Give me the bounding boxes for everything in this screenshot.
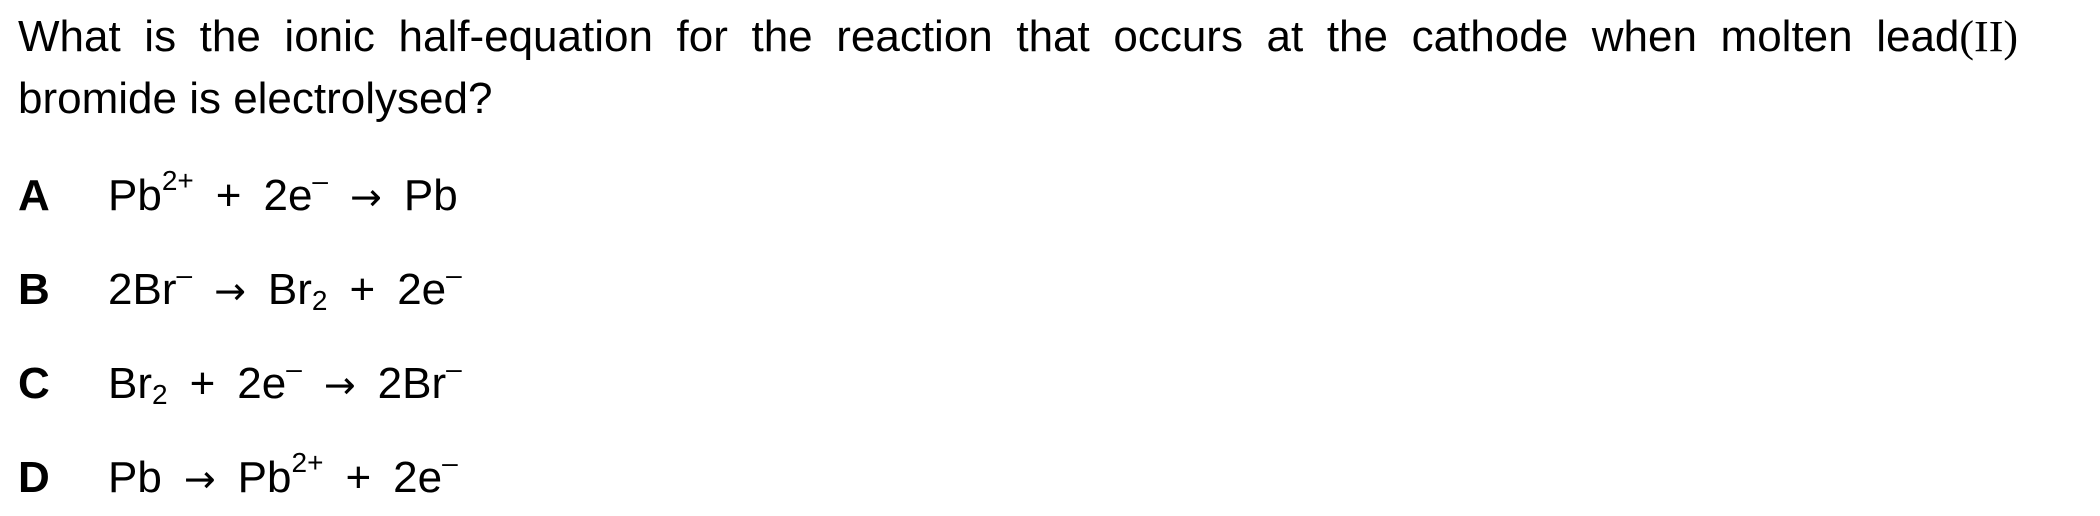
option-b-product-2-charge: – xyxy=(446,259,462,291)
option-b-equation xyxy=(108,259,462,316)
option-d-product-2: 2e xyxy=(393,453,443,502)
option-a-reactant-2: 2e xyxy=(263,171,313,220)
option-a-letter: A xyxy=(18,171,50,220)
option-b-product-2: 2e xyxy=(397,265,447,314)
option-d-equation xyxy=(108,447,458,502)
option-b-arrow-icon: → xyxy=(214,269,246,313)
option-a-reactant-1-charge: 2+ xyxy=(161,165,194,197)
option-c-arrow-icon: → xyxy=(323,363,356,407)
option-c-product-1: 2Br xyxy=(377,359,447,408)
option-a-reactant-2-charge: – xyxy=(312,165,328,197)
question-text-part1: What is the ionic half-equation for the reaction that occurs at the cathode when molten lead xyxy=(18,12,1960,61)
option-d-product-1: Pb xyxy=(237,453,292,502)
question-text-part2: bromide is electrolysed? xyxy=(18,74,493,123)
option-d-plus: + xyxy=(345,453,372,502)
option-b[interactable] xyxy=(18,260,462,320)
option-c-plus: + xyxy=(189,359,216,408)
option-c-product-1-charge: – xyxy=(446,353,462,385)
option-b-reactant-1-charge: – xyxy=(176,259,193,291)
option-c-reactant-1: Br xyxy=(108,359,152,408)
option-a[interactable] xyxy=(18,166,458,226)
option-b-plus: + xyxy=(349,265,376,314)
option-c-reactant-2: 2e xyxy=(237,359,287,408)
option-c-reactant-2-charge: – xyxy=(286,353,302,385)
option-a-arrow-icon: → xyxy=(350,175,382,219)
option-a-reactant-1: Pb xyxy=(108,171,162,220)
option-d-product-1-charge: 2+ xyxy=(291,447,324,479)
question-roman-numeral: (II) xyxy=(1959,12,2018,61)
option-d-letter: D xyxy=(18,453,50,502)
option-b-product-1-subscript: 2 xyxy=(311,285,328,316)
option-d-arrow-icon: → xyxy=(183,457,216,501)
option-c-reactant-1-subscript: 2 xyxy=(152,379,168,410)
option-b-letter: B xyxy=(18,265,50,314)
option-b-product-1: Br xyxy=(267,265,312,314)
option-a-product-1: Pb xyxy=(403,171,458,220)
option-d-reactant-1: Pb xyxy=(108,453,162,502)
option-c-letter: C xyxy=(18,359,50,408)
option-c[interactable] xyxy=(18,354,462,414)
option-c-equation xyxy=(108,353,462,410)
option-a-plus: + xyxy=(215,171,242,220)
option-d[interactable] xyxy=(18,448,458,508)
option-b-reactant-1: 2Br xyxy=(108,265,177,314)
option-d-product-2-charge: – xyxy=(442,447,458,479)
option-a-equation xyxy=(108,165,458,220)
question-text xyxy=(18,6,2018,130)
